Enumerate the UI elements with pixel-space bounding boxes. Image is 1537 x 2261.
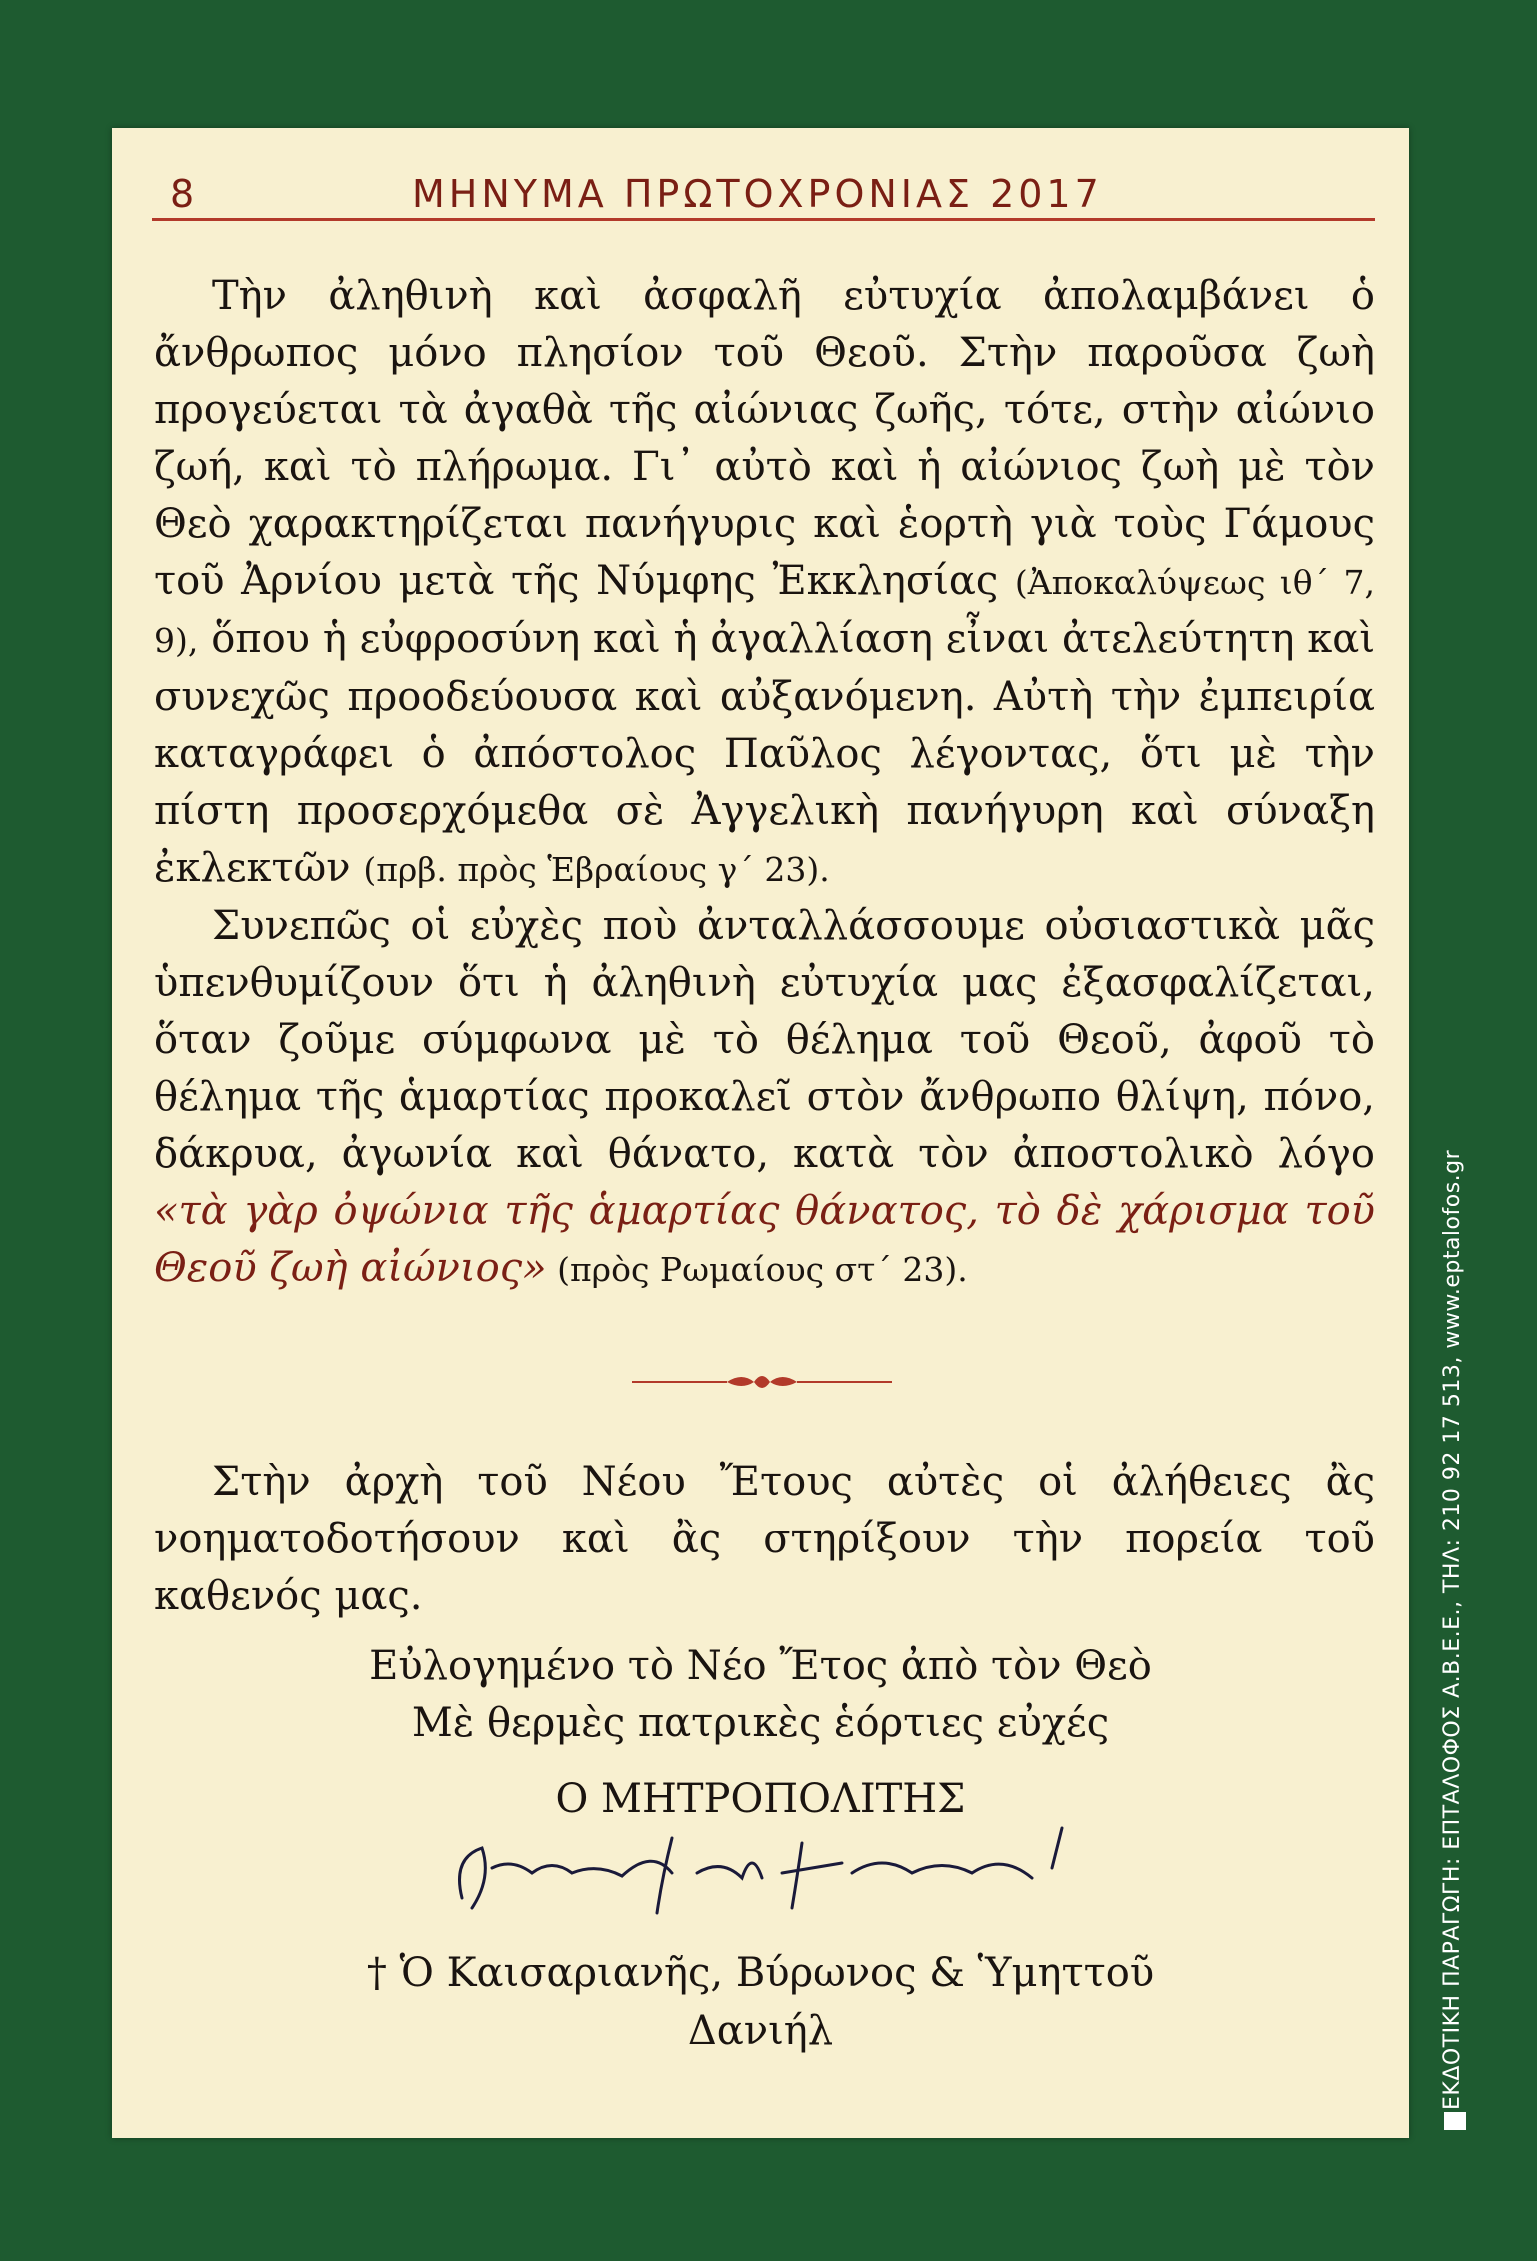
blessing-line-2: Μὲ θερμὲς πατρικὲς ἑόρτιες εὐχές: [411, 1700, 1110, 1746]
page-title: ΜΗΝΥΜΑ ΠΡΩΤΟΧΡΟΝΙΑΣ 2017: [412, 172, 1103, 216]
ornament-divider: [632, 1370, 892, 1394]
signatory-line: † Ὁ Καισαριανῆς, Βύρωνος & Ὑμηττοῦ: [366, 1950, 1155, 1996]
publisher-logo-icon: [1444, 2112, 1466, 2130]
scripture-ref-revelation: (Ἀποκαλύψεως ιθ΄ 7, 9),: [154, 563, 1375, 660]
page-number: 8: [170, 172, 195, 216]
page-header: [152, 158, 1375, 221]
scripture-ref-hebrews: (πρβ. πρὸς Ἑβραίους γ΄ 23).: [363, 850, 830, 889]
closing-section: [154, 1454, 1375, 1625]
signatory-name: Δανιήλ: [687, 2008, 834, 2054]
closing-paragraph: Στὴν ἀρχὴ τοῦ Νέου Ἔτους αὐτὲς οἱ ἀλήθειες ἂς νοηματοδοτήσουν καὶ ἂς στηρίξουν τὴν πορεία τοῦ καθενός μας.: [154, 1459, 1375, 1619]
scripture-quote: «τὰ γὰρ ὀψώνια τῆς ἁμαρτίας θάνατος, τὸ δὲ χάρισμα τοῦ Θεοῦ ζωὴ αἰώνιος»: [154, 1188, 1375, 1291]
scripture-ref-romans: (πρὸς Ρωμαίους στ΄ 23).: [546, 1250, 968, 1289]
metropolitan-title: Ο ΜΗΤΡΟΠΟΛΙΤΗΣ: [555, 1776, 966, 1822]
publisher-credit: ΕΚΔΟΤΙΚΗ ΠΑΡΑΓΩΓΗ: ΕΠΤΑΛΟΦΟΣ Α.Β.Ε.Ε., ΤΗΛ: 210 92 17 513, www.eptalofos.gr: [1440, 1149, 1465, 2110]
paragraph-1-text-b: ὅπου ἡ εὐφροσύνη καὶ ἡ ἀγαλλίαση εἶναι ἀτελεύτητη καὶ συνεχῶς προοδεύουσα καὶ αὐξανόμενη. Αὐτὴ τὴν ἐμπειρία καταγράφει ὁ ἀπόστολος Παῦλος λέγοντας, ὅτι μὲ τὴν πίστη προσερχόμεθα σὲ Ἀγγελικὴ πανήγυρη καὶ σύναξη ἐκλεκτῶν: [154, 616, 1375, 891]
paragraph-1: [154, 268, 1375, 898]
paragraph-1-text-a: Τὴν ἀληθινὴ καὶ ἀσφαλῆ εὐτυχία ἀπολαμβάνει ὁ ἄνθρωπος μόνο πλησίον τοῦ Θεοῦ. Στὴν παροῦσα ζωὴ προγεύεται τὰ ἀγαθὰ τῆς αἰώνιας ζωῆς, τότε, στὴν αἰώνιο ζωή, καὶ τὸ πλήρωμα. Γι᾽ αὐτὸ καὶ ἡ αἰώνιος ζωὴ μὲ τὸν Θεὸ χαρακτηρίζεται πανήγυρις καὶ ἑορτὴ γιὰ τοὺς Γάμους τοῦ Ἀρνίου μετὰ τῆς Νύμφης Ἐκκλησίας: [154, 273, 1375, 604]
body-text: [154, 268, 1375, 1298]
paragraph-2: [154, 898, 1375, 1298]
blessing-line-1: Εὐλογημένο τὸ Νέο Ἔτος ἀπὸ τὸν Θεὸ: [369, 1643, 1152, 1689]
paragraph-2-text: Συνεπῶς οἱ εὐχὲς ποὺ ἀνταλλάσσουμε οὐσιαστικὰ μᾶς ὑπενθυμίζουν ὅτι ἡ ἀληθινὴ εὐτυχία μας ἐξασφαλίζεται, ὅταν ζοῦμε σύμφωνα μὲ τὸ θέλημα τοῦ Θεοῦ, ἀφοῦ τὸ θέλημα τῆς ἁμαρτίας προκαλεῖ στὸν ἄνθρωπο θλίψη, πόνο, δάκρυα, ἀγωνία καὶ θάνατο, κατὰ τὸν ἀποστολικὸ λόγο: [154, 903, 1375, 1177]
handwritten-signature: [422, 1818, 1122, 1938]
document-page: [112, 128, 1409, 2138]
